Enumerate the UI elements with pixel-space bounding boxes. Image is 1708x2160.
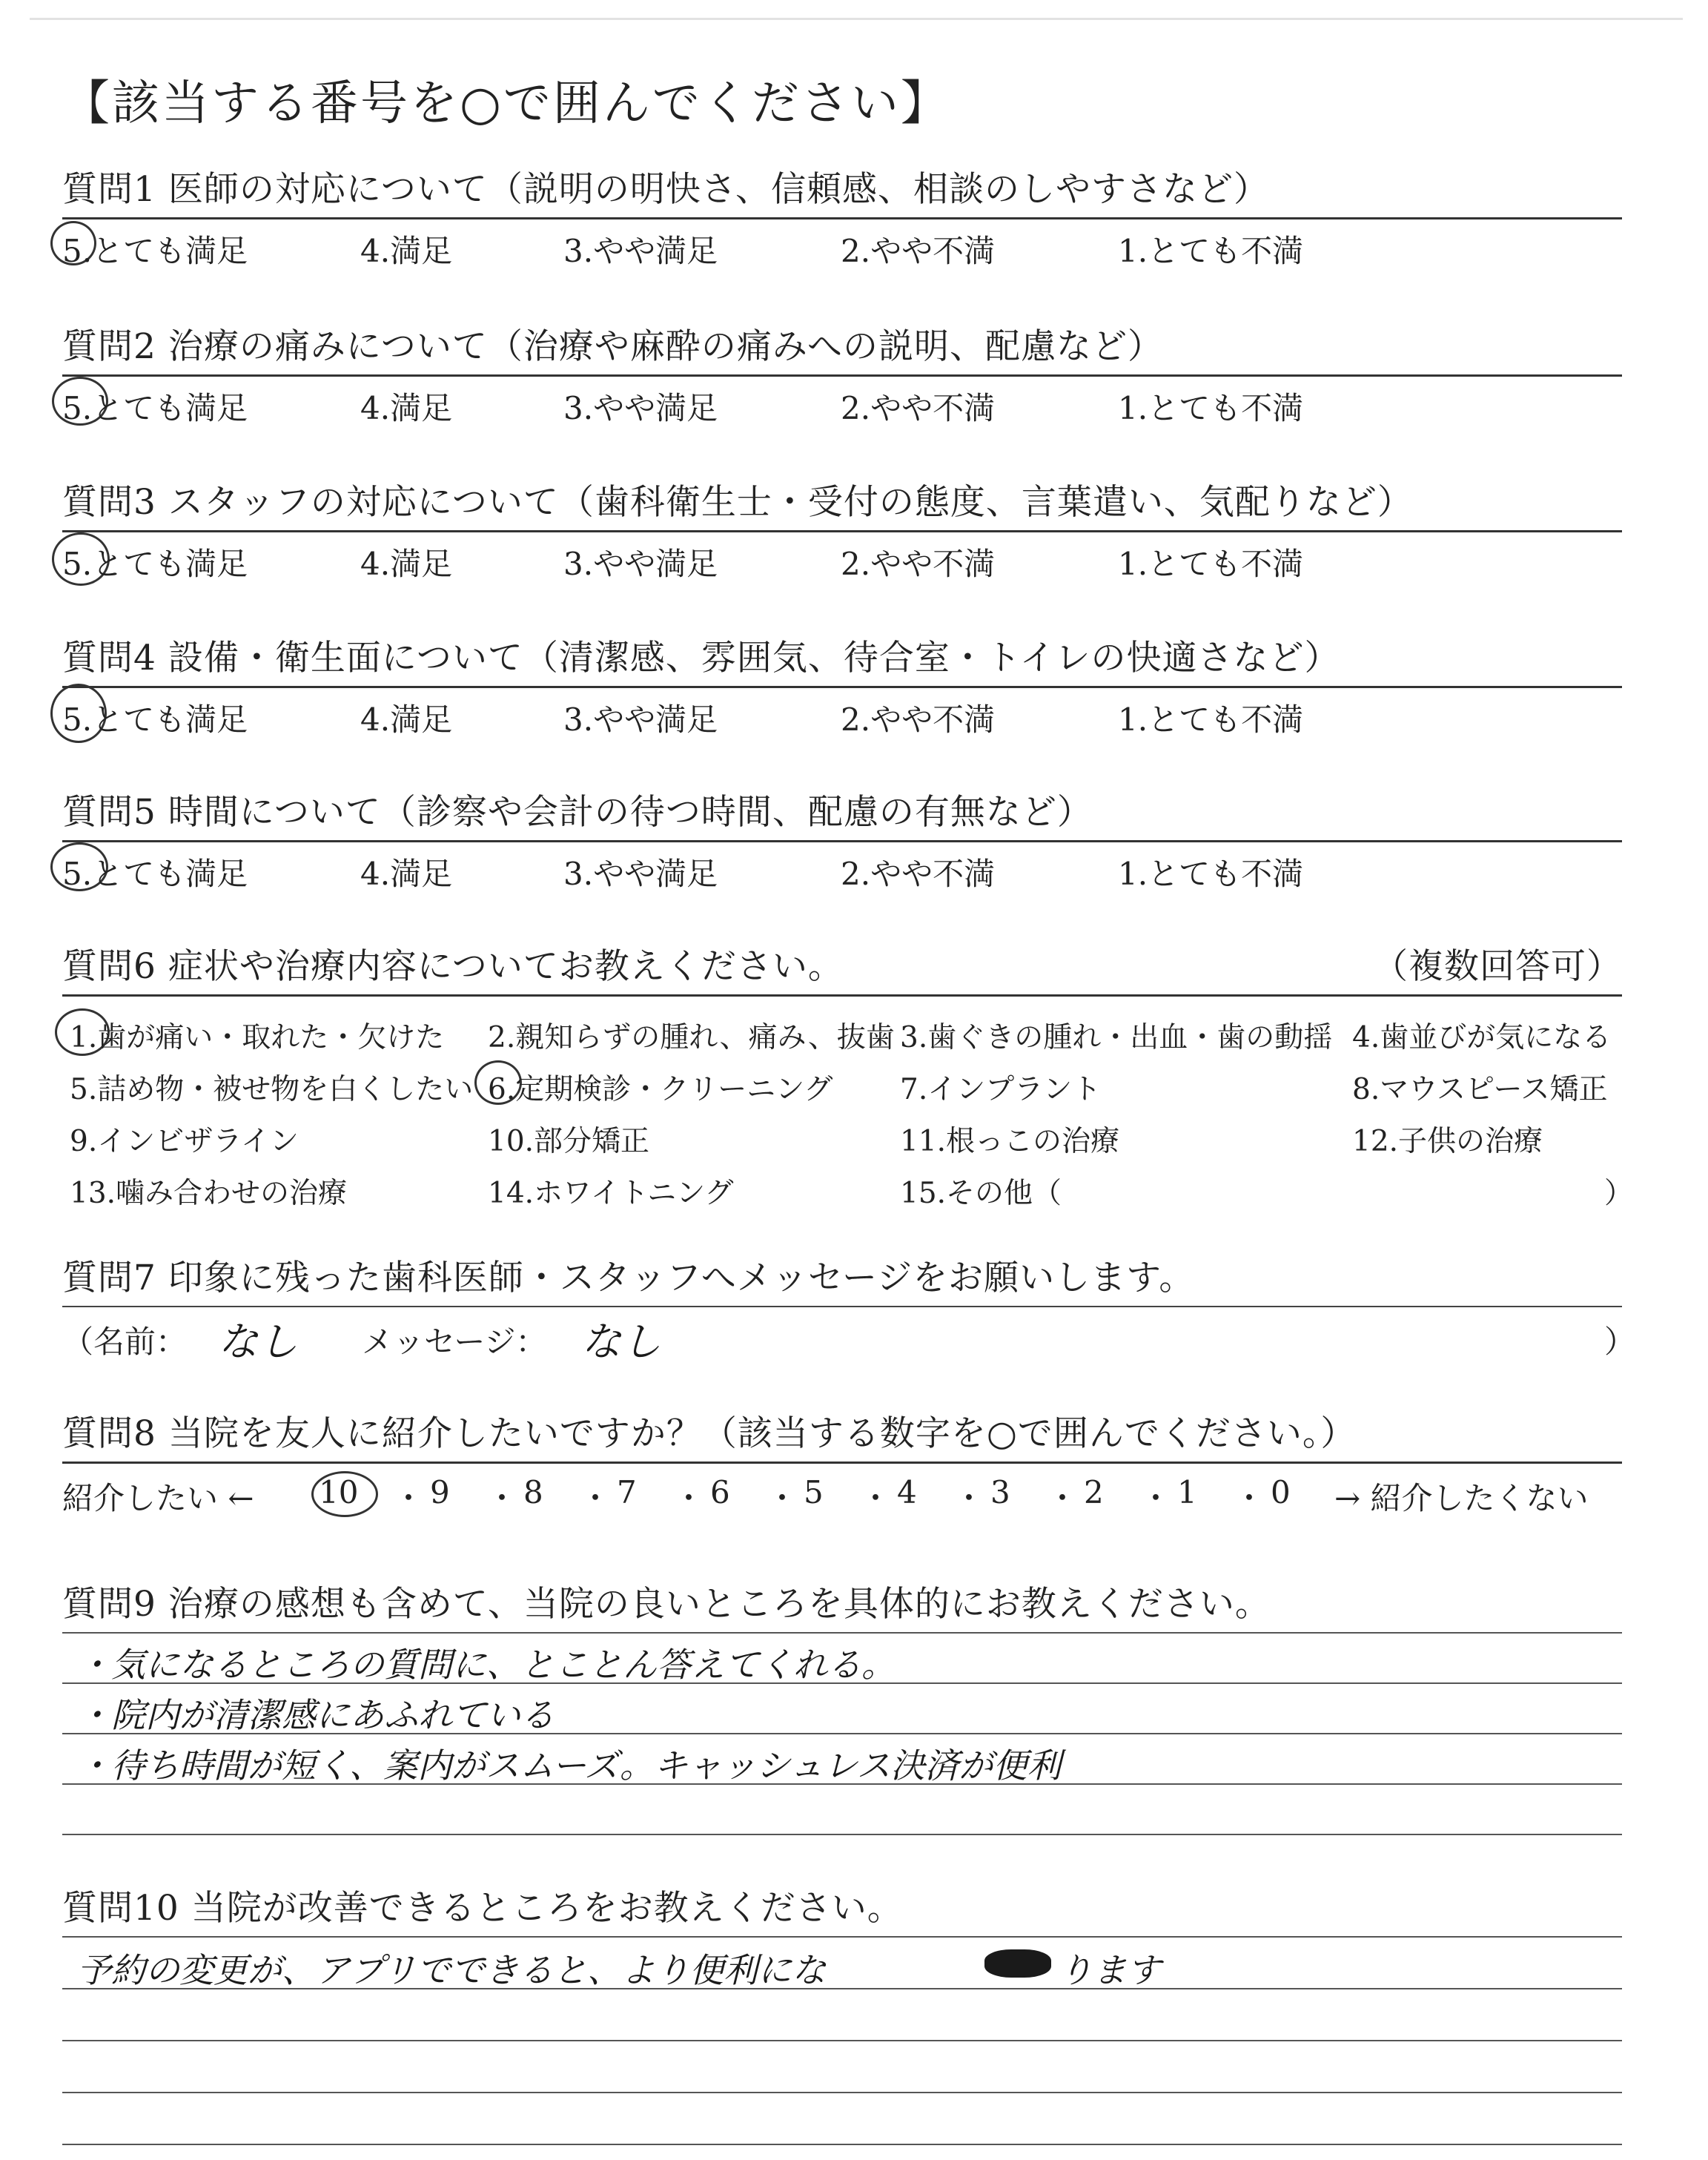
question-1-title: 質問1 医師の対応について（説明の明快さ、信頼感、相談のしやすさなど）	[62, 169, 1270, 210]
question-5-choices	[62, 842, 1622, 892]
choice-5[interactable]: 5.とても満足	[62, 856, 248, 892]
option-10[interactable]: 10.部分矯正	[488, 1125, 650, 1158]
choice-1[interactable]: 1.とても不満	[1118, 233, 1304, 269]
answer-text[interactable]: 予約の変更が、アプリでできると、より便利にな	[77, 1950, 827, 1990]
option-14[interactable]: 14.ホワイトニング	[488, 1177, 734, 1210]
choice-2[interactable]: 2.やや不満	[841, 233, 996, 269]
question-3	[62, 475, 1622, 582]
question-10	[62, 1880, 1622, 1990]
scale-2[interactable]: 2	[1084, 1474, 1104, 1510]
question-7-title: 質問7 印象に残った歯科医師・スタッフへメッセージをお願いします。	[62, 1258, 1195, 1298]
answer-text-end[interactable]: ります	[1059, 1950, 1161, 1990]
choice-2[interactable]: 2.やや不満	[841, 546, 996, 582]
answer-text[interactable]: ・待ち時間が短く、案内がスムーズ。キャッシュレス決済が便利	[77, 1745, 1062, 1786]
choice-3[interactable]: 3.やや満足	[563, 546, 718, 582]
option-6[interactable]: 6.定期検診・クリーニング	[488, 1073, 833, 1106]
scale-dot: ・	[393, 1480, 425, 1516]
choice-1[interactable]: 1.とても不満	[1118, 701, 1304, 738]
choice-5[interactable]: 5.とても満足	[62, 701, 248, 738]
answer-text[interactable]: ・院内が清潔感にあふれている	[77, 1695, 555, 1735]
question-10-title: 質問10 当院が改善できるところをお教えください。	[62, 1888, 903, 1929]
scale-dot: ・	[673, 1480, 705, 1516]
choice-1[interactable]: 1.とても不満	[1118, 390, 1304, 426]
question-1-choices	[62, 219, 1622, 269]
scale-9[interactable]: 9	[430, 1474, 450, 1510]
page-heading: 【該当する番号を○で囲んでください】	[62, 76, 950, 131]
option-7[interactable]: 7.インプラント	[900, 1073, 1102, 1106]
scale-dot: ・	[953, 1480, 985, 1516]
name-label: （名前：	[62, 1324, 188, 1360]
choice-1[interactable]: 1.とても不満	[1118, 856, 1304, 892]
scale-3[interactable]: 3	[990, 1474, 1010, 1510]
question-4-title: 質問4 設備・衛生面について（清潔感、雰囲気、待合室・トイレの快適さなど）	[62, 638, 1340, 678]
question-8	[62, 1406, 1622, 1516]
choice-2[interactable]: 2.やや不満	[841, 856, 996, 892]
choice-3[interactable]: 3.やや満足	[563, 701, 718, 738]
message-value[interactable]: なし	[581, 1318, 661, 1365]
question-1	[62, 162, 1622, 269]
scale-dot: ・	[1140, 1480, 1172, 1516]
choice-3[interactable]: 3.やや満足	[563, 233, 718, 269]
question-3-title: 質問3 スタッフの対応について（歯科衛生士・受付の態度、言葉遣い、気配りなど）	[62, 482, 1413, 523]
question-4-choices	[62, 688, 1622, 738]
option-1[interactable]: 1.歯が痛い・取れた・欠けた	[70, 1021, 445, 1054]
question-9	[62, 1576, 1622, 1786]
scale-dot: ・	[580, 1480, 612, 1516]
scale-dot: ・	[767, 1480, 798, 1516]
scale-8[interactable]: 8	[523, 1474, 543, 1510]
question-6-note: （複数回答可）	[1373, 946, 1622, 987]
answer-line	[62, 2092, 1622, 2093]
scale-5[interactable]: 5	[804, 1474, 824, 1510]
choice-4[interactable]: 4.満足	[360, 233, 453, 269]
scale-10[interactable]: 10	[319, 1474, 359, 1510]
answer-line	[62, 2144, 1622, 2145]
choice-1[interactable]: 1.とても不満	[1118, 546, 1304, 582]
name-value[interactable]: なし	[218, 1318, 298, 1365]
question-8-title: 質問8 当院を友人に紹介したいですか？（該当する数字を○で囲んでください。）	[62, 1413, 1357, 1454]
answer-line	[62, 1936, 1622, 1938]
scribble-mark	[984, 1949, 1051, 1978]
option-3[interactable]: 3.歯ぐきの腫れ・出血・歯の動揺	[900, 1021, 1333, 1054]
choice-5[interactable]: 5.とても満足	[62, 233, 248, 269]
answer-line	[62, 1632, 1622, 1634]
question-6-title-text: 質問6 症状や治療内容についてお教えください。	[62, 946, 844, 987]
question-6	[62, 939, 1634, 1219]
choice-2[interactable]: 2.やや不満	[841, 390, 996, 426]
option-12[interactable]: 12.子供の治療	[1352, 1125, 1543, 1158]
scale-4[interactable]: 4	[897, 1474, 917, 1510]
scale-left-label: 紹介したい ←	[62, 1480, 254, 1516]
answer-line	[62, 1834, 1622, 1835]
scale-7[interactable]: 7	[617, 1474, 637, 1510]
choice-4[interactable]: 4.満足	[360, 546, 453, 582]
scale-1[interactable]: 1	[1177, 1474, 1197, 1510]
choice-3[interactable]: 3.やや満足	[563, 856, 718, 892]
question-2-title: 質問2 治療の痛みについて（治療や麻酔の痛みへの説明、配慮など）	[62, 326, 1163, 367]
choice-4[interactable]: 4.満足	[360, 701, 453, 738]
choice-4[interactable]: 4.満足	[360, 390, 453, 426]
question-2-choices	[62, 377, 1622, 426]
option-5[interactable]: 5.詰め物・被せ物を白くしたい	[70, 1073, 474, 1106]
option-13[interactable]: 13.噛み合わせの治療	[70, 1177, 348, 1210]
question-7	[62, 1250, 1636, 1365]
question-4	[62, 630, 1622, 738]
recommend-scale	[62, 1464, 1622, 1516]
answer-text[interactable]: ・気になるところの質問に、とことん答えてくれる。	[77, 1645, 896, 1685]
question-5-title: 質問5 時間について（診察や会計の待つ時間、配慮の有無など）	[62, 792, 1093, 833]
option-15[interactable]: 15.その他（	[900, 1177, 1062, 1210]
choice-3[interactable]: 3.やや満足	[563, 390, 718, 426]
scale-dot: ・	[486, 1480, 518, 1516]
question-7-message	[62, 1307, 1636, 1365]
message-close: ）	[1604, 1324, 1636, 1360]
answer-line	[62, 2040, 1622, 2041]
message-label: メッセージ：	[362, 1324, 547, 1360]
question-5	[62, 785, 1622, 892]
scale-6[interactable]: 6	[710, 1474, 730, 1510]
choice-2[interactable]: 2.やや不満	[841, 701, 996, 738]
question-9-title: 質問9 治療の感想も含めて、当院の良いところを具体的にお教えください。	[62, 1584, 1271, 1625]
scale-right-label: → 紹介したくない	[1334, 1480, 1589, 1516]
option-15-close: ）	[1604, 1177, 1634, 1210]
top-border	[30, 18, 1683, 20]
scale-dot: ・	[860, 1480, 892, 1516]
option-11[interactable]: 11.根っこの治療	[900, 1125, 1120, 1158]
scale-0[interactable]: 0	[1271, 1474, 1291, 1510]
choice-5[interactable]: 5.とても満足	[62, 546, 248, 582]
option-8[interactable]: 8.マウスピース矯正	[1352, 1073, 1608, 1106]
choice-5[interactable]: 5.とても満足	[62, 390, 248, 426]
question-2	[62, 319, 1622, 426]
scale-dot: ・	[1047, 1480, 1079, 1516]
option-2[interactable]: 2.親知らずの腫れ、痛み、抜歯	[488, 1021, 895, 1054]
question-6-options	[62, 997, 1634, 1219]
option-4[interactable]: 4.歯並びが気になる	[1352, 1021, 1612, 1054]
question-6-title	[62, 939, 1622, 994]
question-3-choices	[62, 532, 1622, 582]
choice-4[interactable]: 4.満足	[360, 856, 453, 892]
option-9[interactable]: 9.インビザライン	[70, 1125, 299, 1158]
scale-dot: ・	[1234, 1480, 1265, 1516]
